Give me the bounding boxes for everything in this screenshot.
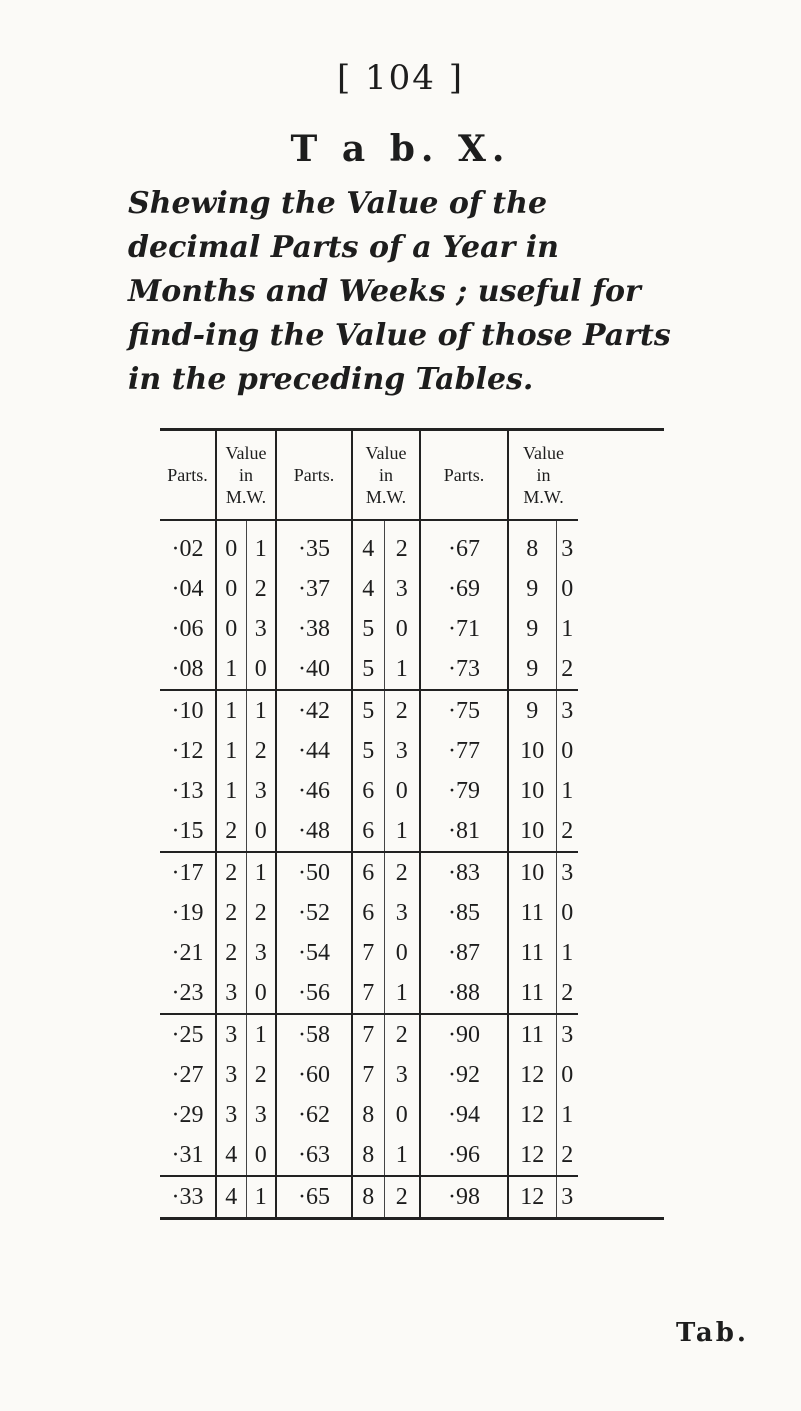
weeks-cell: 0 bbox=[384, 771, 420, 811]
weeks-cell: 1 bbox=[561, 777, 574, 804]
months-cell: 4 bbox=[216, 1176, 246, 1219]
decimal-part-cell: ·13 bbox=[160, 771, 216, 811]
months-cell: 12 bbox=[508, 1055, 556, 1095]
decimal-part-cell: ·12 bbox=[160, 731, 216, 771]
decimal-part-cell: ·40 bbox=[276, 649, 352, 690]
months-cell: 7 bbox=[352, 1055, 384, 1095]
months-cell: 11 bbox=[508, 1014, 556, 1055]
months-cell: 5 bbox=[352, 731, 384, 771]
weeks-cell: 0 bbox=[384, 1095, 420, 1135]
decimal-part-cell: ·52 bbox=[276, 893, 352, 933]
table-row bbox=[160, 1095, 664, 1135]
months-cell: 5 bbox=[352, 609, 384, 649]
months-cell: 3 bbox=[216, 1014, 246, 1055]
decimal-value-table bbox=[160, 428, 664, 1220]
table-margin bbox=[578, 1135, 664, 1176]
value-column-header bbox=[508, 430, 578, 521]
table-margin bbox=[578, 1014, 664, 1055]
decimal-part-cell: ·06 bbox=[160, 609, 216, 649]
months-cell: 8 bbox=[508, 520, 556, 569]
months-cell: 5 bbox=[352, 649, 384, 690]
weeks-cell: 3 bbox=[246, 1095, 276, 1135]
months-cell: 6 bbox=[352, 852, 384, 893]
weeks-cell: 2 bbox=[556, 973, 578, 1014]
months-cell: 2 bbox=[216, 811, 246, 852]
decimal-part-cell: ·83 bbox=[420, 852, 508, 893]
weeks-cell: 2 bbox=[556, 811, 578, 852]
page-number: [ 104 ] bbox=[336, 58, 465, 98]
months-cell: 0 bbox=[216, 609, 246, 649]
months-cell: 2 bbox=[216, 852, 246, 893]
table-margin bbox=[578, 569, 664, 609]
decimal-part-cell: ·27 bbox=[160, 1055, 216, 1095]
decimal-part-cell: ·19 bbox=[160, 893, 216, 933]
decimal-part-cell: ·29 bbox=[160, 1095, 216, 1135]
months-cell: 12 bbox=[508, 1095, 556, 1135]
months-cell: 9 bbox=[508, 569, 556, 609]
table-margin bbox=[578, 893, 664, 933]
value-header-word: Value bbox=[365, 443, 407, 463]
weeks-cell: 1 bbox=[246, 690, 276, 731]
decimal-part-cell: ·50 bbox=[276, 852, 352, 893]
table-row bbox=[160, 852, 664, 893]
months-cell: 1 bbox=[216, 649, 246, 690]
decimal-part-cell: ·21 bbox=[160, 933, 216, 973]
months-cell: 4 bbox=[216, 1135, 246, 1176]
months-cell: 3 bbox=[216, 1055, 246, 1095]
header-row bbox=[160, 430, 664, 521]
weeks-cell: 3 bbox=[561, 535, 574, 562]
table-body bbox=[160, 520, 664, 1219]
weeks-cell: 3 bbox=[561, 1021, 574, 1048]
months-cell: 7 bbox=[352, 933, 384, 973]
table-margin bbox=[578, 690, 664, 731]
weeks-cell: 1 bbox=[246, 852, 276, 893]
weeks-cell: 3 bbox=[384, 569, 420, 609]
decimal-part-cell: ·46 bbox=[276, 771, 352, 811]
table-row bbox=[160, 731, 664, 771]
months-cell: 8 bbox=[352, 1176, 384, 1219]
months-cell: 0 bbox=[216, 520, 246, 569]
decimal-part-cell: ·81 bbox=[420, 811, 508, 852]
table-margin bbox=[578, 1176, 664, 1219]
parts-column-header: Parts. bbox=[420, 430, 508, 521]
weeks-cell: 0 bbox=[246, 649, 276, 690]
decimal-part-cell: ·67 bbox=[420, 520, 508, 569]
months-cell: 1 bbox=[216, 690, 246, 731]
table-margin bbox=[578, 1055, 664, 1095]
decimal-part-cell: ·69 bbox=[420, 569, 508, 609]
months-cell: 12 bbox=[508, 1135, 556, 1176]
weeks-cell: 2 bbox=[246, 569, 276, 609]
decimal-part-cell: ·88 bbox=[420, 973, 508, 1014]
value-header-word: Value bbox=[225, 443, 267, 463]
table-row bbox=[160, 520, 664, 569]
decimal-part-cell: ·75 bbox=[420, 690, 508, 731]
value-header-units: M.W. bbox=[225, 487, 267, 507]
table-row bbox=[160, 690, 664, 731]
parts-column-header: Parts. bbox=[276, 430, 352, 521]
months-cell: 11 bbox=[508, 933, 556, 973]
decimal-part-cell: ·02 bbox=[160, 520, 216, 569]
months-cell: 11 bbox=[508, 893, 556, 933]
table-margin bbox=[578, 973, 664, 1014]
months-cell: 0 bbox=[216, 569, 246, 609]
weeks-cell: 2 bbox=[384, 690, 420, 731]
months-cell: 12 bbox=[508, 1176, 556, 1219]
months-cell: 6 bbox=[352, 811, 384, 852]
decimal-part-cell: ·54 bbox=[276, 933, 352, 973]
weeks-cell: 2 bbox=[246, 1055, 276, 1095]
decimal-part-cell: ·08 bbox=[160, 649, 216, 690]
decimal-part-cell: ·17 bbox=[160, 852, 216, 893]
decimal-part-cell: ·15 bbox=[160, 811, 216, 852]
weeks-cell: 3 bbox=[384, 1055, 420, 1095]
weeks-cell: 1 bbox=[384, 973, 420, 1014]
value-column-header bbox=[216, 430, 276, 521]
value-header-units: M.W. bbox=[523, 487, 564, 507]
table-description: Shewing the Value of the decimal Parts of a Year in Months and Weeks ; useful for find-ing the Value of those Parts in the preceding Tables. bbox=[128, 186, 671, 397]
months-cell: 4 bbox=[352, 569, 384, 609]
decimal-part-cell: ·35 bbox=[276, 520, 352, 569]
weeks-cell: 0 bbox=[384, 609, 420, 649]
months-cell: 5 bbox=[352, 690, 384, 731]
decimal-part-cell: ·23 bbox=[160, 973, 216, 1014]
decimal-part-cell: ·56 bbox=[276, 973, 352, 1014]
weeks-cell: 1 bbox=[561, 1101, 574, 1128]
table-row bbox=[160, 893, 664, 933]
decimal-part-cell: ·38 bbox=[276, 609, 352, 649]
decimal-part-cell: ·94 bbox=[420, 1095, 508, 1135]
weeks-cell: 2 bbox=[556, 649, 578, 690]
decimal-part-cell: ·58 bbox=[276, 1014, 352, 1055]
table-margin bbox=[578, 609, 664, 649]
decimal-part-cell: ·25 bbox=[160, 1014, 216, 1055]
weeks-cell: 0 bbox=[246, 1135, 276, 1176]
months-cell: 4 bbox=[352, 520, 384, 569]
decimal-part-cell: ·71 bbox=[420, 609, 508, 649]
table-row bbox=[160, 1135, 664, 1176]
weeks-cell: 3 bbox=[384, 731, 420, 771]
weeks-cell: 1 bbox=[561, 615, 574, 642]
weeks-cell: 2 bbox=[384, 852, 420, 893]
decimal-part-cell: ·63 bbox=[276, 1135, 352, 1176]
months-cell: 10 bbox=[508, 811, 556, 852]
weeks-cell: 3 bbox=[384, 893, 420, 933]
table-row bbox=[160, 609, 664, 649]
decimal-part-cell: ·73 bbox=[420, 649, 508, 690]
table-row bbox=[160, 649, 664, 690]
weeks-cell: 1 bbox=[384, 811, 420, 852]
months-cell: 3 bbox=[216, 1095, 246, 1135]
months-cell: 2 bbox=[216, 933, 246, 973]
months-cell: 1 bbox=[216, 771, 246, 811]
table-row bbox=[160, 1055, 664, 1095]
decimal-part-cell: ·44 bbox=[276, 731, 352, 771]
value-header-in: in bbox=[536, 465, 551, 485]
weeks-cell: 1 bbox=[246, 1014, 276, 1055]
decimal-part-cell: ·85 bbox=[420, 893, 508, 933]
months-cell: 7 bbox=[352, 973, 384, 1014]
months-cell: 7 bbox=[352, 1014, 384, 1055]
weeks-cell: 3 bbox=[561, 697, 574, 724]
weeks-cell: 1 bbox=[246, 520, 276, 569]
weeks-cell: 0 bbox=[246, 973, 276, 1014]
decimal-part-cell: ·60 bbox=[276, 1055, 352, 1095]
weeks-cell: 1 bbox=[561, 939, 574, 966]
weeks-cell: 3 bbox=[246, 933, 276, 973]
table-row bbox=[160, 1176, 664, 1219]
decimal-part-cell: ·37 bbox=[276, 569, 352, 609]
decimal-part-cell: ·31 bbox=[160, 1135, 216, 1176]
weeks-cell: 2 bbox=[246, 731, 276, 771]
weeks-cell: 2 bbox=[384, 520, 420, 569]
catchword: Tab. bbox=[676, 1318, 749, 1348]
weeks-cell: 1 bbox=[384, 1135, 420, 1176]
decimal-part-cell: ·96 bbox=[420, 1135, 508, 1176]
table-margin bbox=[578, 649, 664, 690]
weeks-cell: 2 bbox=[384, 1014, 420, 1055]
decimal-part-cell: ·92 bbox=[420, 1055, 508, 1095]
weeks-cell: 0 bbox=[246, 811, 276, 852]
table-row bbox=[160, 933, 664, 973]
weeks-cell: 3 bbox=[246, 771, 276, 811]
decimal-part-cell: ·04 bbox=[160, 569, 216, 609]
months-cell: 6 bbox=[352, 771, 384, 811]
months-cell: 6 bbox=[352, 893, 384, 933]
months-cell: 9 bbox=[508, 649, 556, 690]
decimal-part-cell: ·48 bbox=[276, 811, 352, 852]
weeks-cell: 1 bbox=[384, 649, 420, 690]
weeks-cell: 2 bbox=[246, 893, 276, 933]
weeks-cell: 2 bbox=[556, 1135, 578, 1176]
table-margin bbox=[578, 1095, 664, 1135]
decimal-part-cell: ·65 bbox=[276, 1176, 352, 1219]
decimal-part-cell: ·98 bbox=[420, 1176, 508, 1219]
decimal-part-cell: ·33 bbox=[160, 1176, 216, 1219]
table-margin bbox=[578, 731, 664, 771]
months-cell: 11 bbox=[508, 973, 556, 1014]
table-margin bbox=[578, 933, 664, 973]
weeks-cell: 0 bbox=[561, 899, 574, 926]
decimal-part-cell: ·79 bbox=[420, 771, 508, 811]
months-cell: 10 bbox=[508, 731, 556, 771]
table-row bbox=[160, 569, 664, 609]
months-cell: 9 bbox=[508, 690, 556, 731]
weeks-cell: 3 bbox=[561, 859, 574, 886]
table-margin bbox=[578, 771, 664, 811]
weeks-cell: 3 bbox=[246, 609, 276, 649]
decimal-part-cell: ·90 bbox=[420, 1014, 508, 1055]
table-row bbox=[160, 771, 664, 811]
weeks-cell: 2 bbox=[384, 1176, 420, 1219]
value-header-word: Value bbox=[523, 443, 565, 463]
value-header-in: in bbox=[379, 465, 394, 485]
parts-column-header: Parts. bbox=[160, 430, 216, 521]
weeks-cell: 3 bbox=[561, 1183, 574, 1210]
decimal-part-cell: ·42 bbox=[276, 690, 352, 731]
value-header-in: in bbox=[239, 465, 254, 485]
weeks-cell: 0 bbox=[561, 575, 574, 602]
value-header-units: M.W. bbox=[365, 487, 407, 507]
table-row bbox=[160, 811, 664, 852]
table-margin bbox=[578, 520, 664, 569]
decimal-part-cell: ·87 bbox=[420, 933, 508, 973]
months-cell: 2 bbox=[216, 893, 246, 933]
decimal-part-cell: ·77 bbox=[420, 731, 508, 771]
value-column-header bbox=[352, 430, 420, 521]
months-cell: 10 bbox=[508, 771, 556, 811]
table-heading: T a b. X. bbox=[290, 128, 511, 170]
weeks-cell: 0 bbox=[384, 933, 420, 973]
months-cell: 8 bbox=[352, 1095, 384, 1135]
table-margin bbox=[578, 811, 664, 852]
table-row bbox=[160, 973, 664, 1014]
months-cell: 3 bbox=[216, 973, 246, 1014]
months-cell: 10 bbox=[508, 852, 556, 893]
months-cell: 8 bbox=[352, 1135, 384, 1176]
table-row bbox=[160, 1014, 664, 1055]
decimal-part-cell: ·62 bbox=[276, 1095, 352, 1135]
months-cell: 9 bbox=[508, 609, 556, 649]
decimal-part-cell: ·10 bbox=[160, 690, 216, 731]
weeks-cell: 0 bbox=[561, 1061, 574, 1088]
weeks-cell: 1 bbox=[246, 1176, 276, 1219]
table-margin bbox=[578, 852, 664, 893]
weeks-cell: 0 bbox=[561, 737, 574, 764]
months-cell: 1 bbox=[216, 731, 246, 771]
